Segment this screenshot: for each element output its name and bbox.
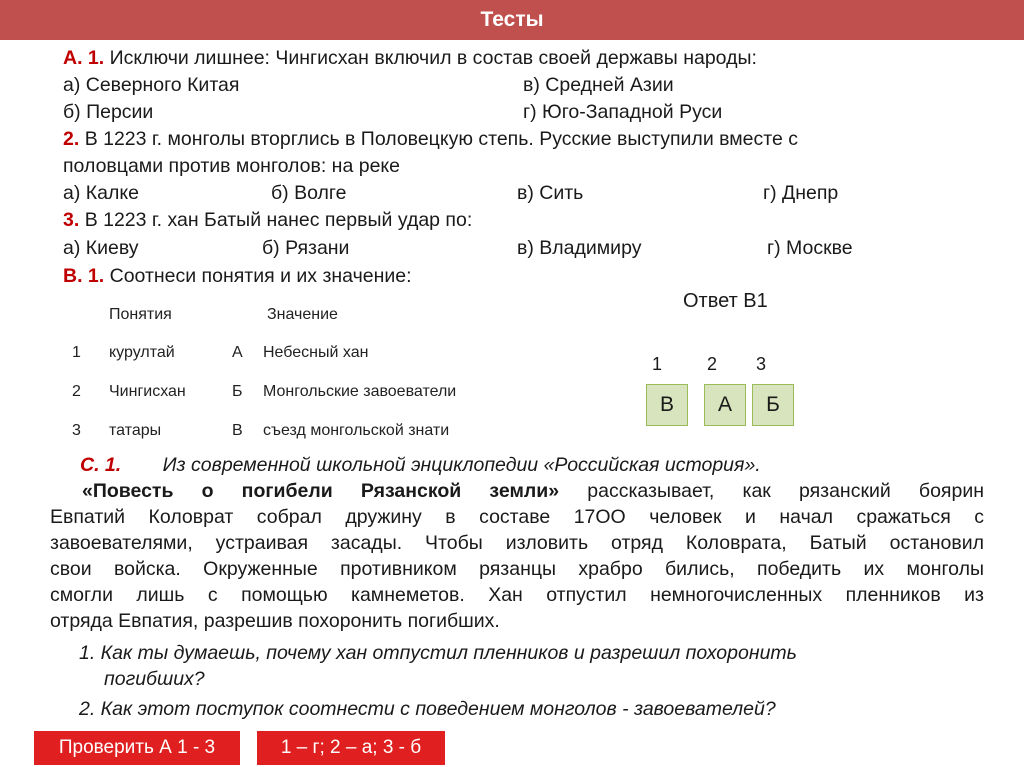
answer-number-2: 2 bbox=[707, 354, 718, 374]
question-a1-number: А. 1. bbox=[63, 47, 105, 69]
question-a3-number: 3. bbox=[63, 209, 80, 231]
slide-header bbox=[0, 0, 1024, 40]
a3-option-g: г) Москве bbox=[767, 237, 853, 259]
question-c1-source: Из современной школьной энциклопедии «Российская история». bbox=[162, 454, 761, 476]
question-a2-text-2: половцами против монголов: на реке bbox=[63, 155, 401, 177]
table-row-term: татары bbox=[109, 422, 162, 439]
question-a3 bbox=[63, 208, 472, 232]
a3-option-b: б) Рязани bbox=[262, 237, 350, 259]
a2-option-a: а) Калке bbox=[63, 182, 139, 204]
question-a3-text: В 1223 г. хан Батый нанес первый удар по: bbox=[84, 209, 473, 231]
table-row-letter: В bbox=[232, 422, 243, 439]
a2-option-b: б) Волге bbox=[271, 182, 347, 204]
a2-option-v: в) Сить bbox=[517, 182, 584, 204]
question-c1-number: С. 1. bbox=[80, 454, 122, 476]
a3-option-a: а) Киеву bbox=[63, 237, 139, 259]
check-a1-a3-button[interactable]: Проверить А 1 - 3 bbox=[34, 731, 240, 765]
table-row-number: 2 bbox=[72, 383, 81, 400]
question-a1 bbox=[63, 46, 757, 70]
c1-text-line-1 bbox=[50, 478, 984, 504]
c1-question-1-cont: погибших? bbox=[104, 668, 205, 690]
answer-b1-title: Ответ В1 bbox=[683, 290, 768, 312]
c1-question-2: 2. Как этот поступок соотнести с поведением монголов - завоевателей? bbox=[79, 698, 776, 720]
slide-title: Тесты bbox=[480, 8, 544, 31]
table-header-meanings: Значение bbox=[267, 306, 338, 323]
table-row-meaning: Монгольские завоеватели bbox=[263, 383, 457, 400]
table-row-meaning: Небесный хан bbox=[263, 344, 369, 361]
question-a2-text-1: В 1223 г. монголы вторглись в Половецкую степь. Русские выступили вместе с bbox=[84, 128, 798, 150]
a1-option-a: а) Северного Китая bbox=[63, 74, 240, 96]
a1-option-g: г) Юго-Западной Руси bbox=[523, 101, 723, 123]
answer-number-1: 1 bbox=[652, 354, 663, 374]
c1-text-line-4: свои войска. Окруженные противником рязанцы храбро бились, победить их монголы bbox=[50, 558, 984, 580]
table-row-term: Чингисхан bbox=[109, 383, 186, 400]
a3-option-v: в) Владимиру bbox=[517, 237, 642, 259]
table-row-number: 3 bbox=[72, 422, 81, 439]
answer-box-2[interactable]: А bbox=[704, 384, 746, 426]
answer-box-3[interactable]: Б bbox=[752, 384, 794, 426]
c1-text-line-6: отряда Евпатия, разрешив похоронить погибших. bbox=[50, 610, 500, 632]
question-b1 bbox=[63, 264, 412, 288]
question-a1-text: Исключи лишнее: Чингисхан включил в состав своей державы народы: bbox=[109, 47, 757, 69]
c1-story-title: «Повесть о погибели Рязанской земли» bbox=[82, 480, 560, 502]
table-row-meaning: съезд монгольской знати bbox=[263, 422, 450, 439]
c1-text-line-2: Евпатий Коловрат собрал дружину в составе 17ОО человек и начал сражаться с bbox=[50, 506, 984, 528]
answer-number-3: 3 bbox=[756, 354, 767, 374]
table-header-terms: Понятия bbox=[109, 306, 172, 323]
a2-option-g: г) Днепр bbox=[763, 182, 839, 204]
answer-a1-a3-button[interactable]: 1 – г; 2 – а; 3 - б bbox=[257, 731, 445, 765]
question-b1-number: В. 1. bbox=[63, 265, 105, 287]
a1-option-v: в) Средней Азии bbox=[523, 74, 674, 96]
answer-box-1[interactable]: В bbox=[646, 384, 688, 426]
question-b1-text: Соотнеси понятия и их значение: bbox=[109, 265, 412, 287]
c1-text-line-3: завоевателями, устраивая засады. Чтобы изловить отряд Коловрата, Батый остановил bbox=[50, 532, 984, 554]
question-c1-heading bbox=[50, 452, 984, 478]
c1-text-line-5: смогли лишь с помощью камнеметов. Хан отпустил немногочисленных пленников из bbox=[50, 584, 984, 606]
table-row-letter: Б bbox=[232, 383, 243, 400]
question-a2-number: 2. bbox=[63, 128, 80, 150]
table-row-term: курултай bbox=[109, 344, 175, 361]
question-a2 bbox=[63, 127, 798, 151]
c1-question-1: 1. Как ты думаешь, почему хан отпустил пленников и разрешил похоронить bbox=[79, 642, 797, 664]
c1-text-line-1-rest: рассказывает, как рязанский боярин bbox=[559, 480, 984, 502]
a1-option-b: б) Персии bbox=[63, 101, 154, 123]
table-row-letter: А bbox=[232, 344, 243, 361]
table-row-number: 1 bbox=[72, 344, 81, 361]
